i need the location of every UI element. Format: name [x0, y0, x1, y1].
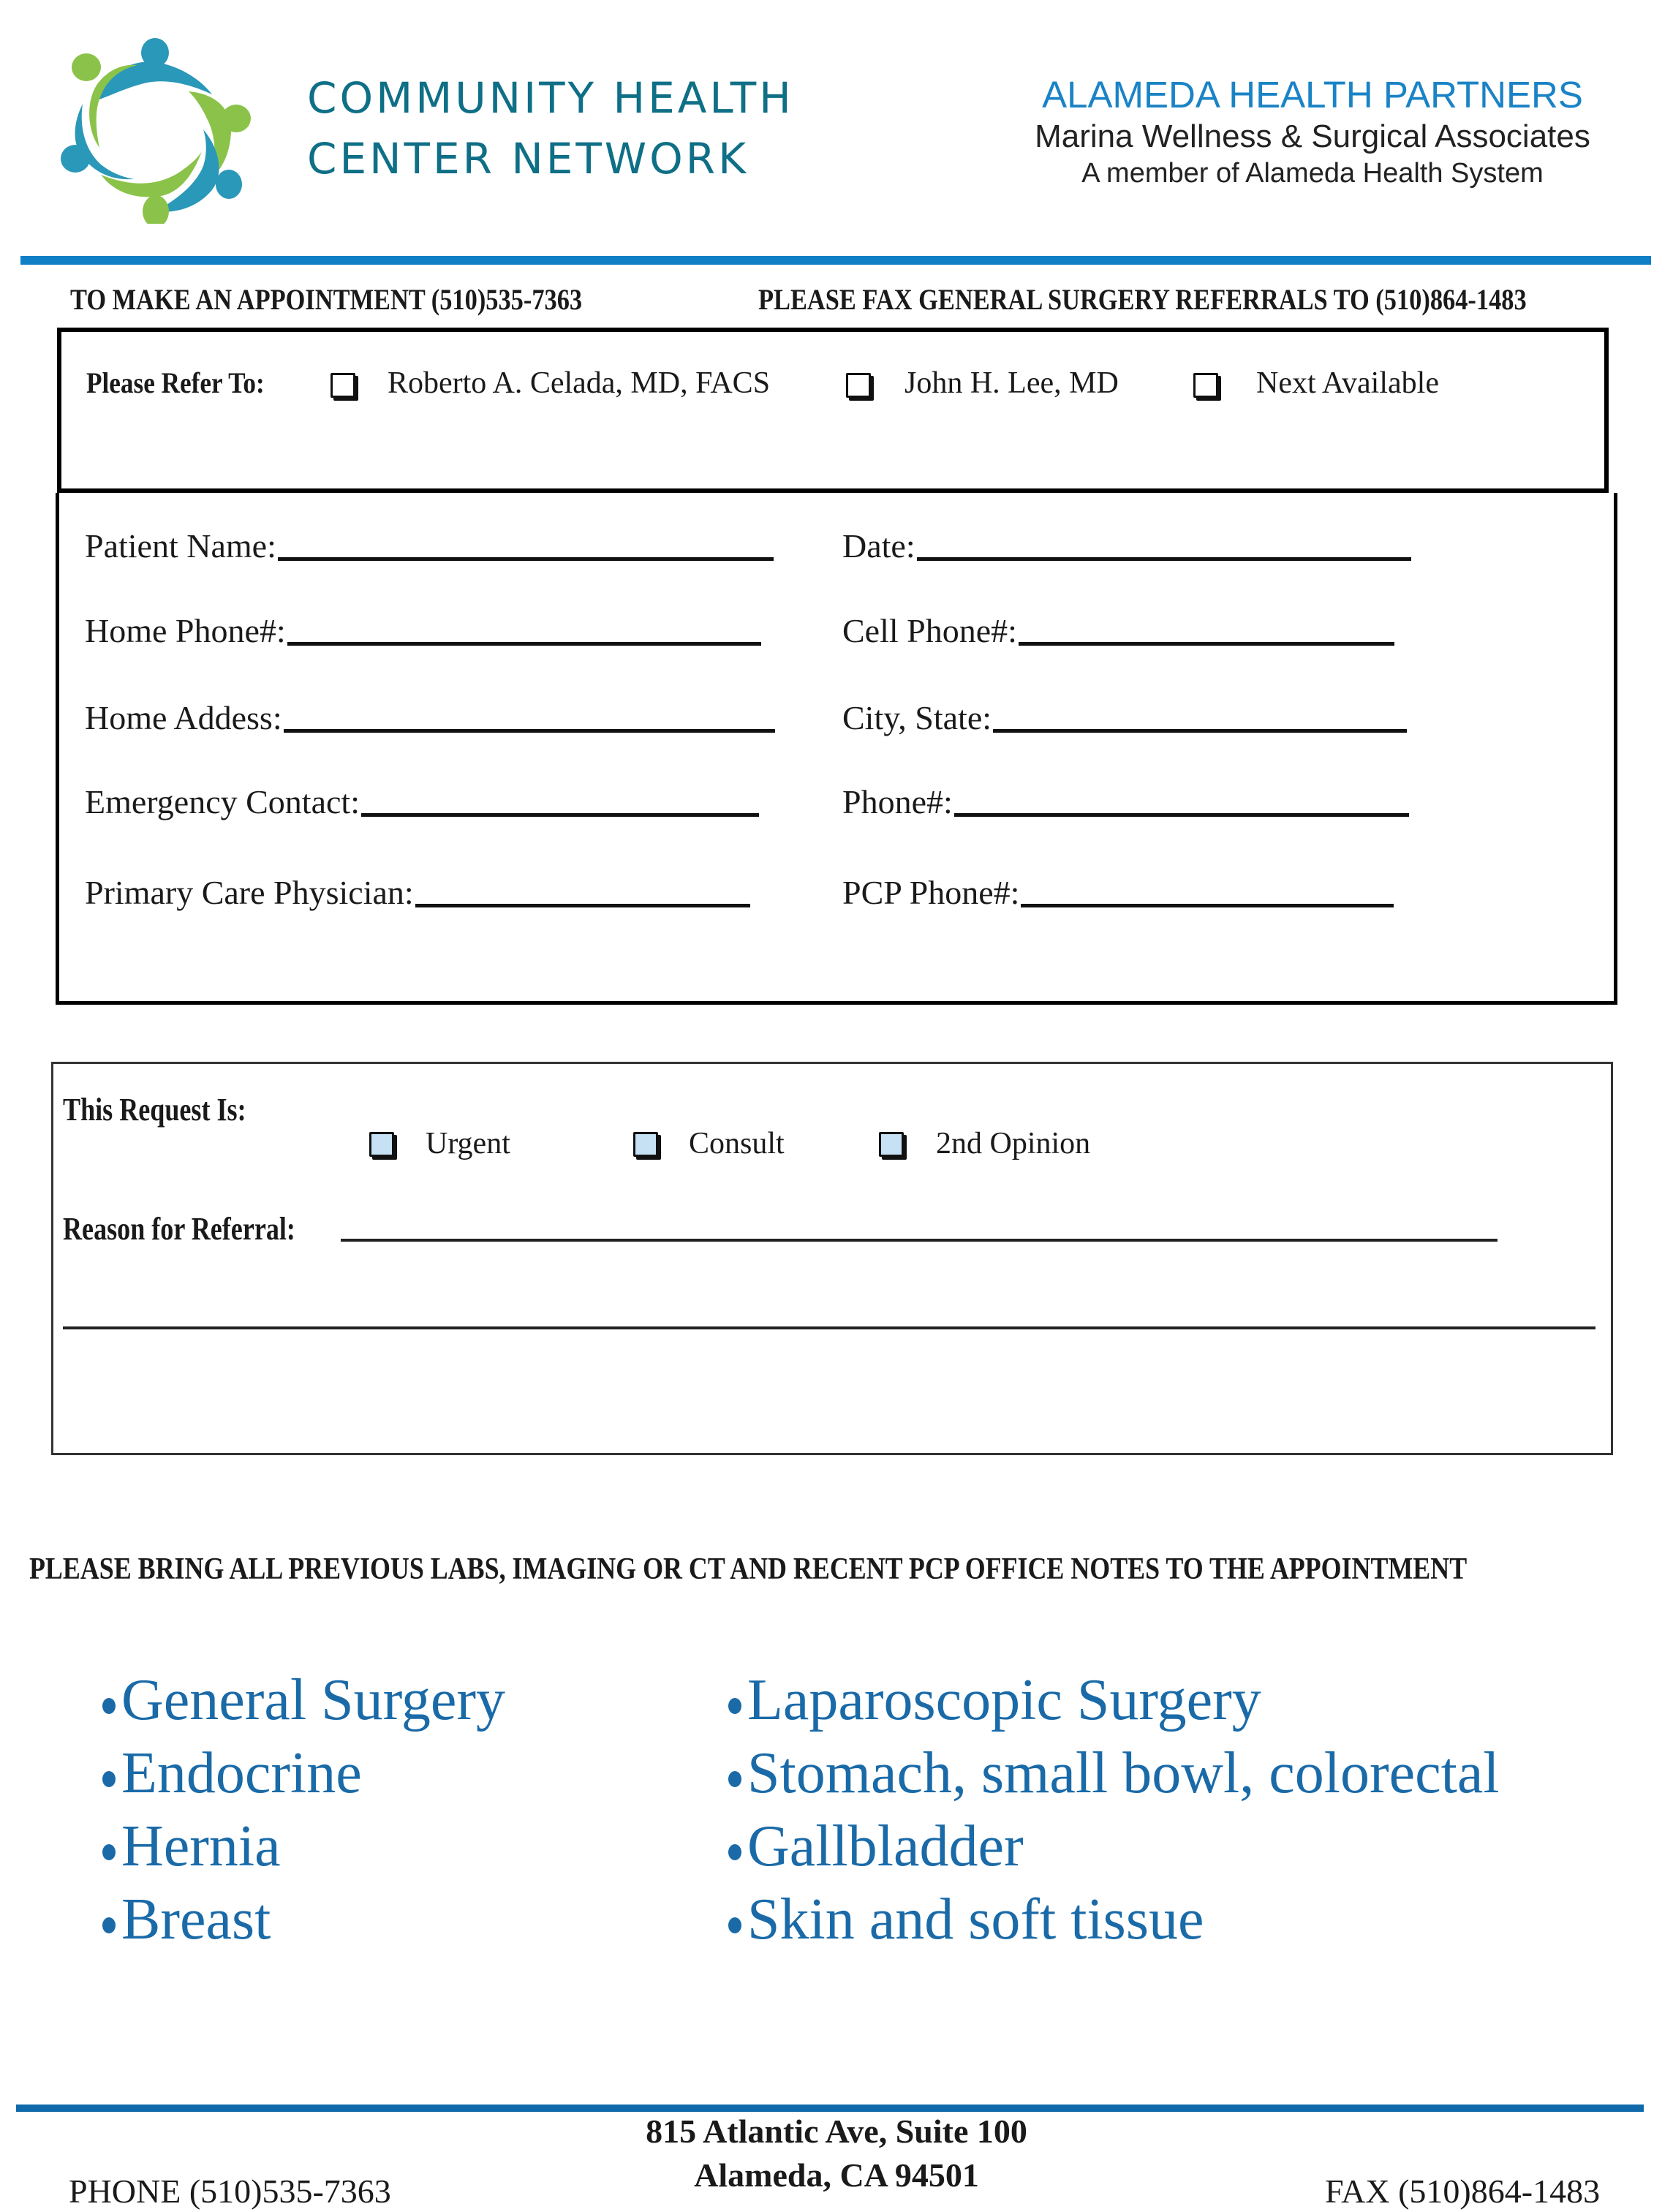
- pcp-input[interactable]: [415, 904, 750, 907]
- brand-name-line-1: COMMUNITY HEALTH: [307, 73, 794, 123]
- patient-name-label: Patient Name:: [85, 527, 276, 565]
- home-address-input[interactable]: [284, 729, 775, 733]
- community-health-logo-icon: [57, 35, 262, 224]
- bring-records-notice: PLEASE BRING ALL PREVIOUS LABS, IMAGING OR CT AND RECENT PCP OFFICE NOTES TO THE APPOINTMENT: [29, 1552, 1468, 1586]
- footer-divider: [16, 2105, 1644, 2112]
- refer-option-celada-checkbox[interactable]: [331, 373, 355, 398]
- logo-figure-1: [97, 38, 212, 100]
- pcp-field[interactable]: [85, 873, 750, 912]
- bullet-icon: [728, 1698, 741, 1714]
- pcp-label: Primary Care Physician:: [85, 874, 414, 911]
- date-input[interactable]: [917, 557, 1411, 561]
- footer-address-line-1: 815 Atlantic Ave, Suite 100: [646, 2113, 1027, 2150]
- emergency-phone-input[interactable]: [954, 813, 1409, 817]
- bullet-icon: [728, 1917, 741, 1933]
- home-phone-input[interactable]: [287, 642, 761, 646]
- home-address-label: Home Addess:: [85, 699, 282, 736]
- request-type-label: This Request Is:: [63, 1092, 246, 1128]
- request-section: [51, 1062, 1613, 1455]
- partner-title: ALAMEDA HEALTH PARTNERS: [1042, 74, 1583, 116]
- service-item: Skin and soft tissue: [728, 1887, 1204, 1953]
- emergency-phone-label: Phone#:: [842, 783, 953, 820]
- pcp-phone-field[interactable]: [842, 873, 1394, 912]
- bullet-icon: [102, 1698, 116, 1714]
- service-item: Laparoscopic Surgery: [728, 1667, 1261, 1734]
- request-urgent-label: Urgent: [426, 1127, 510, 1160]
- logo-figure-2: [189, 91, 251, 179]
- request-second-opinion-label: 2nd Opinion: [936, 1127, 1091, 1160]
- appointment-phone-text: TO MAKE AN APPOINTMENT (510)535-7363: [70, 283, 583, 316]
- service-item: Endocrine: [102, 1740, 362, 1807]
- refer-to-label: Please Refer To:: [86, 366, 265, 399]
- home-address-field[interactable]: [85, 698, 775, 737]
- emergency-contact-label: Emergency Contact:: [85, 783, 360, 820]
- bullet-icon: [102, 1917, 116, 1933]
- home-phone-field[interactable]: [85, 611, 761, 650]
- bullet-icon: [102, 1844, 116, 1860]
- emergency-contact-input[interactable]: [361, 813, 759, 817]
- footer-fax: FAX (510)864-1483: [1325, 2173, 1601, 2210]
- request-consult-label: Consult: [689, 1127, 785, 1160]
- service-item: Gallbladder: [728, 1813, 1024, 1880]
- header-divider: [20, 256, 1651, 265]
- patient-info-section: [56, 493, 1617, 1005]
- emergency-contact-field[interactable]: [85, 782, 759, 821]
- reason-for-referral-input[interactable]: [341, 1239, 1498, 1242]
- service-item: Hernia: [102, 1813, 281, 1880]
- service-item: Breast: [102, 1887, 271, 1953]
- service-item: General Surgery: [102, 1667, 505, 1734]
- refer-option-lee-label: John H. Lee, MD: [905, 366, 1119, 400]
- request-consult-checkbox[interactable]: [633, 1132, 658, 1157]
- city-state-label: City, State:: [842, 699, 992, 736]
- city-state-input[interactable]: [993, 729, 1407, 733]
- refer-option-celada-label: Roberto A. Celada, MD, FACS: [388, 366, 771, 400]
- home-phone-label: Home Phone#:: [85, 612, 286, 649]
- service-item: Stomach, small bowl, colorectal: [728, 1740, 1500, 1807]
- partner-subtitle: Marina Wellness & Surgical Associates: [1035, 118, 1590, 154]
- refer-option-lee-checkbox[interactable]: [846, 373, 871, 398]
- cell-phone-field[interactable]: [842, 611, 1394, 650]
- emergency-phone-field[interactable]: [842, 782, 1409, 821]
- date-label: Date:: [842, 527, 915, 565]
- brand-name-line-2: CENTER NETWORK: [307, 134, 749, 184]
- reason-for-referral-label: Reason for Referral:: [63, 1211, 295, 1247]
- cell-phone-input[interactable]: [1019, 642, 1394, 646]
- pcp-phone-label: PCP Phone#:: [842, 874, 1020, 911]
- patient-name-field[interactable]: [85, 526, 774, 565]
- footer-phone: PHONE (510)535-7363: [69, 2173, 391, 2210]
- bullet-icon: [728, 1844, 741, 1860]
- bullet-icon: [102, 1771, 116, 1787]
- fax-referrals-text: PLEASE FAX GENERAL SURGERY REFERRALS TO (510)864-1483: [758, 283, 1527, 316]
- refer-option-next-available-label: Next Available: [1256, 366, 1439, 400]
- date-field[interactable]: [842, 526, 1411, 565]
- bullet-icon: [728, 1771, 741, 1787]
- refer-option-next-available-checkbox[interactable]: [1193, 373, 1218, 398]
- pcp-phone-input[interactable]: [1021, 904, 1394, 907]
- reason-for-referral-input-line-2[interactable]: [63, 1326, 1595, 1329]
- logo-figure-4: [101, 151, 202, 224]
- request-urgent-checkbox[interactable]: [369, 1132, 394, 1157]
- city-state-field[interactable]: [842, 698, 1407, 737]
- patient-name-input[interactable]: [278, 557, 774, 561]
- cell-phone-label: Cell Phone#:: [842, 612, 1017, 649]
- footer-address-line-2: Alameda, CA 94501: [694, 2156, 979, 2194]
- partner-member-line: A member of Alameda Health System: [1081, 158, 1544, 189]
- refer-to-section: [57, 328, 1609, 493]
- request-second-opinion-checkbox[interactable]: [879, 1132, 904, 1157]
